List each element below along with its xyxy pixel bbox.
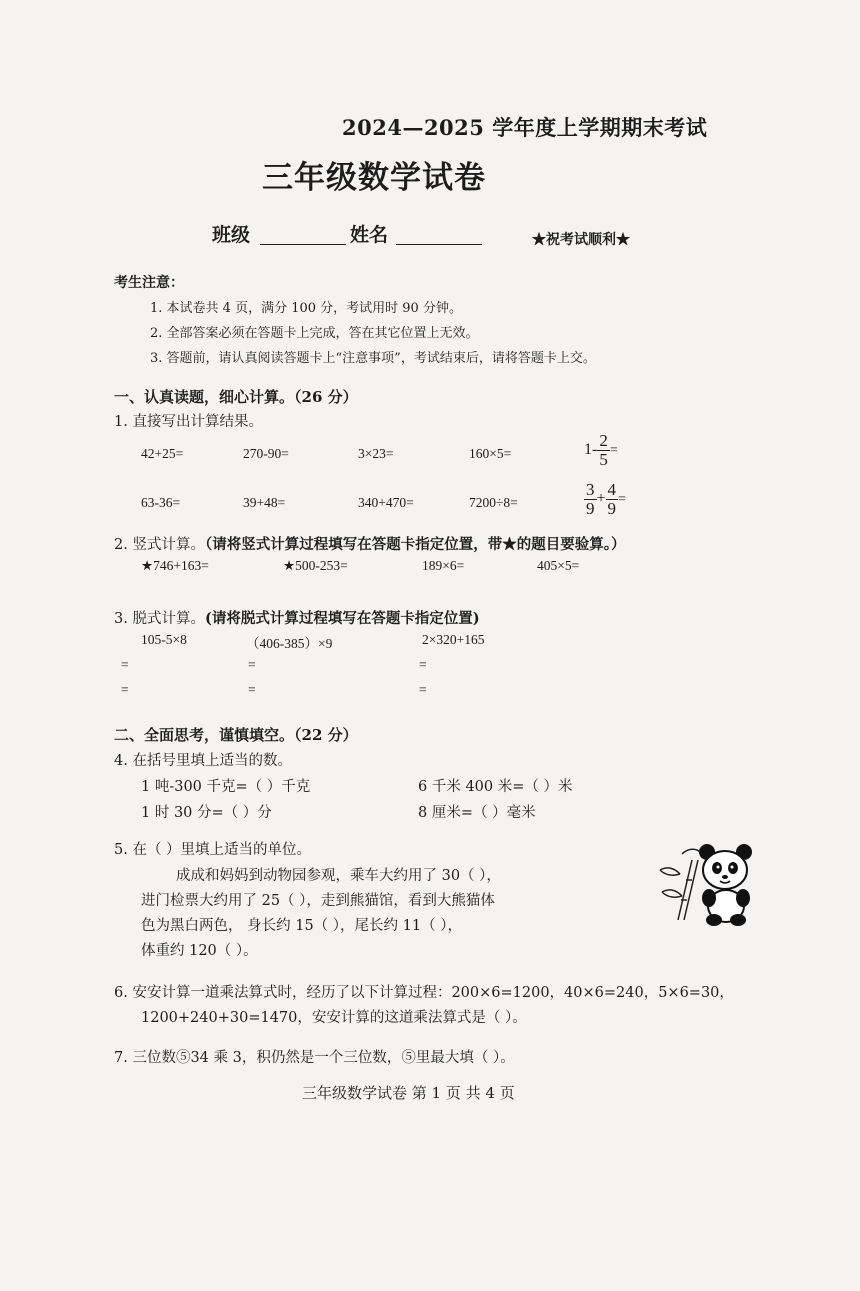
class-label: 班级 xyxy=(212,224,251,246)
question-7-line: 7. 三位数⑤34 乘 3，积仍然是一个三位数，⑤里最大填（ ）。 xyxy=(114,1050,515,1066)
name-blank xyxy=(396,243,482,245)
paper-title: 三年级数学试卷 xyxy=(262,160,486,196)
calc-item: 3×23= xyxy=(358,446,394,461)
calc-item: 39+48= xyxy=(243,495,286,510)
notice-item: 3. 答题前，请认真阅读答题卡上“注意事项”，考试结束后，请将答题卡上交。 xyxy=(150,351,596,366)
equals-sign: = xyxy=(121,657,129,672)
fraction xyxy=(597,432,610,469)
fraction-numerator: 3 xyxy=(586,480,595,499)
question-1-label: 1. 直接写出计算结果。 xyxy=(114,414,263,430)
fraction-expression-2 xyxy=(584,481,626,518)
equals-sign: = xyxy=(121,682,129,697)
question-4-label: 4. 在括号里填上适当的数。 xyxy=(114,753,292,769)
question-5-line: 色为黑白两色， 身长约 15（ ），尾长约 11（ ）， xyxy=(141,918,462,934)
good-luck-text: ★祝考试顺利★ xyxy=(532,232,630,248)
fraction-denominator: 9 xyxy=(586,498,595,518)
notice-title: 考生注意： xyxy=(114,275,184,291)
equals-sign: = xyxy=(419,682,427,697)
question-3-label: 3. 脱式计算。 xyxy=(114,611,205,627)
fraction-expression-1 xyxy=(584,432,618,469)
panda-illustration xyxy=(652,840,762,934)
fill-blank-item: 1 吨-300 千克=（ ）千克 xyxy=(141,779,311,795)
vertical-calc-item: 189×6= xyxy=(422,558,465,573)
vertical-calc-item: 405×5= xyxy=(537,558,580,573)
calc-item: 42+25= xyxy=(141,446,184,461)
question-2-note: （请将竖式计算过程填写在答题卡指定位置，带★的题目要验算。） xyxy=(204,536,626,553)
question-2-label: 2. 竖式计算。 xyxy=(114,537,205,553)
fraction-numerator: 4 xyxy=(607,480,617,499)
calc-item: 340+470= xyxy=(358,495,414,510)
section-1-title: 一、认真读题，细心计算。（26 分） xyxy=(114,388,358,406)
question-3-note: (请将脱式计算过程填写在答题卡指定位置) xyxy=(204,610,480,627)
plus-sign: + xyxy=(596,490,606,508)
vertical-calc-item: ★746+163= xyxy=(141,558,209,573)
fill-blank-item: 6 千米 400 米=（ ）米 xyxy=(418,779,573,795)
question-3-line xyxy=(114,607,480,628)
question-5-label: 5. 在（ ）里填上适当的单位。 xyxy=(114,842,312,858)
name-label: 姓名 xyxy=(350,224,389,246)
question-6-line: 1200+240+30=1470，安安计算的这道乘法算式是（ ）。 xyxy=(141,1010,527,1026)
section-2-title: 二、全面思考，谨慎填空。（22 分） xyxy=(114,726,358,744)
question-5-line: 成成和妈妈到动物园参观，乘车大约用了 30（ ）， xyxy=(176,868,501,884)
notice-item: 1. 本试卷共 4 页，满分 100 分，考试用时 90 分钟。 xyxy=(150,301,462,316)
calc-item: 160×5= xyxy=(469,446,512,461)
calc-item: 7200÷8= xyxy=(469,495,518,510)
equals-sign: = xyxy=(248,682,256,697)
fraction-numerator: 2 xyxy=(599,431,608,450)
equals-sign: = xyxy=(618,492,626,508)
question-6-line: 6. 安安计算一道乘法算式时，经历了以下计算过程：200×6=1200，40×6=240，5×6=30， xyxy=(114,985,734,1001)
equals-sign: = xyxy=(419,657,427,672)
fraction-denominator: 5 xyxy=(599,449,608,469)
calc-item: 270-90= xyxy=(243,446,289,461)
calc-item: 63-36= xyxy=(141,495,181,510)
question-5-line: 进门检票大约用了 25（ ），走到熊猫馆，看到大熊猫体 xyxy=(141,893,495,909)
class-blank xyxy=(260,243,346,245)
fraction-denominator: 9 xyxy=(607,498,617,518)
question-2-line xyxy=(114,533,625,554)
fraction xyxy=(606,481,619,518)
question-5-line: 体重约 120（ ）。 xyxy=(141,943,258,959)
step-calc-item: 2×320+165 xyxy=(422,632,485,647)
fraction-prefix: 1- xyxy=(584,441,598,459)
fill-blank-item: 1 时 30 分=（ ）分 xyxy=(141,805,272,821)
equals-sign: = xyxy=(248,657,256,672)
step-calc-item: （406-385）×9 xyxy=(246,636,333,651)
notice-item: 2. 全部答案必须在答题卡上完成，答在其它位置上无效。 xyxy=(150,326,479,341)
page-footer: 三年级数学试卷 第 1 页 共 4 页 xyxy=(302,1084,515,1102)
vertical-calc-item: ★500-253= xyxy=(283,558,348,573)
equals-sign: = xyxy=(609,443,618,459)
fraction xyxy=(584,481,597,518)
exam-title: 2024—2025 学年度上学期期末考试 xyxy=(342,115,708,140)
step-calc-item: 105-5×8 xyxy=(141,632,187,647)
fill-blank-item: 8 厘米=（ ）毫米 xyxy=(418,805,536,821)
